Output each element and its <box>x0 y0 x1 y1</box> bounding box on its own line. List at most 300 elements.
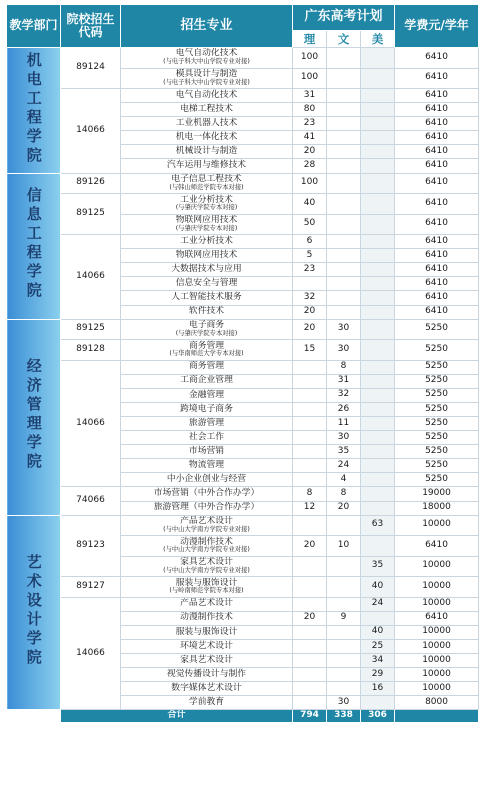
major-name: 数字媒体艺术设计 <box>171 682 242 693</box>
major-cell <box>121 445 293 459</box>
plan-wen <box>327 639 361 653</box>
plan-wen: 8 <box>327 360 361 374</box>
plan-mei <box>361 360 395 374</box>
plan-li <box>293 388 327 402</box>
tuition-fee: 6410 <box>395 291 479 305</box>
plan-wen: 24 <box>327 459 361 473</box>
plan-li <box>293 625 327 639</box>
major-cell <box>121 214 293 235</box>
plan-li: 40 <box>293 194 327 215</box>
tuition-fee: 6410 <box>395 536 479 557</box>
plan-li: 80 <box>293 103 327 117</box>
major-cell <box>121 417 293 431</box>
plan-li: 20 <box>293 536 327 557</box>
major-cell <box>121 131 293 145</box>
plan-wen: 4 <box>327 473 361 487</box>
tuition-fee: 6410 <box>395 159 479 173</box>
tuition-fee: 6410 <box>395 305 479 319</box>
plan-wen: 9 <box>327 611 361 625</box>
tuition-fee: 5250 <box>395 431 479 445</box>
major-name: 物流管理 <box>188 459 225 470</box>
tuition-fee: 5250 <box>395 340 479 361</box>
tuition-fee: 18000 <box>395 501 479 515</box>
major-cell <box>121 48 293 69</box>
major-cell <box>121 597 293 611</box>
plan-mei: 29 <box>361 668 395 682</box>
plan-li <box>293 431 327 445</box>
school-code: 89124 <box>61 48 121 89</box>
major-name: 工商企业管理 <box>180 375 233 386</box>
table-row <box>7 577 479 598</box>
dept-label: 信息工程学院 <box>24 187 43 302</box>
major-cell <box>121 235 293 249</box>
school-code: 89123 <box>61 515 121 577</box>
major-cell <box>121 388 293 402</box>
plan-li <box>293 577 327 598</box>
plan-mei <box>361 319 395 340</box>
plan-mei: 63 <box>361 515 395 536</box>
plan-li <box>293 374 327 388</box>
total-wen: 338 <box>327 710 361 723</box>
table-row <box>7 360 479 374</box>
table-row <box>7 194 479 215</box>
tuition-fee: 6410 <box>395 214 479 235</box>
plan-wen: 11 <box>327 417 361 431</box>
tuition-fee: 8000 <box>395 696 479 710</box>
table-row <box>7 48 479 69</box>
table-row <box>7 487 479 501</box>
plan-li: 32 <box>293 291 327 305</box>
plan-wen <box>327 305 361 319</box>
plan-mei: 16 <box>361 682 395 696</box>
plan-li: 41 <box>293 131 327 145</box>
major-name: 工业机器人技术 <box>175 117 238 128</box>
plan-mei <box>361 445 395 459</box>
table-row <box>7 319 479 340</box>
plan-wen <box>327 556 361 577</box>
plan-wen <box>327 68 361 89</box>
major-cell <box>121 374 293 388</box>
plan-li: 20 <box>293 145 327 159</box>
plan-li: 20 <box>293 305 327 319</box>
school-code: 14066 <box>61 235 121 320</box>
plan-mei <box>361 48 395 69</box>
plan-wen: 35 <box>327 445 361 459</box>
tuition-fee: 19000 <box>395 487 479 501</box>
plan-li <box>293 459 327 473</box>
major-cell <box>121 305 293 319</box>
major-name: 机电一体化技术 <box>175 131 238 142</box>
plan-wen: 20 <box>327 501 361 515</box>
tuition-fee: 10000 <box>395 668 479 682</box>
plan-li: 8 <box>293 487 327 501</box>
plan-wen <box>327 103 361 117</box>
major-cell <box>121 515 293 536</box>
plan-wen <box>327 145 361 159</box>
major-note: (与电子科大中山学院专业对接) <box>163 58 250 66</box>
plan-li: 100 <box>293 48 327 69</box>
tuition-fee: 6410 <box>395 89 479 103</box>
major-name: 电气自动化技术 <box>175 89 238 100</box>
tuition-fee: 6410 <box>395 611 479 625</box>
plan-mei <box>361 459 395 473</box>
tuition-fee: 6410 <box>395 68 479 89</box>
plan-wen <box>327 668 361 682</box>
major-cell <box>121 536 293 557</box>
plan-mei <box>361 214 395 235</box>
major-cell <box>121 654 293 668</box>
table-row <box>7 340 479 361</box>
school-code: 89127 <box>61 577 121 598</box>
major-cell <box>121 68 293 89</box>
plan-wen <box>327 249 361 263</box>
major-cell <box>121 625 293 639</box>
plan-mei: 40 <box>361 625 395 639</box>
major-name: 产品艺术设计 <box>180 598 233 609</box>
plan-wen: 8 <box>327 487 361 501</box>
major-cell <box>121 431 293 445</box>
plan-li <box>293 473 327 487</box>
tuition-fee: 10000 <box>395 639 479 653</box>
major-cell <box>121 159 293 173</box>
major-cell <box>121 173 293 194</box>
major-name: 市场营销 <box>188 445 225 456</box>
major-name: 旅游管理 <box>188 417 225 428</box>
header-plan: 广东高考计划 <box>293 5 395 31</box>
plan-wen <box>327 131 361 145</box>
major-note: (与肇庆学院专本对接) <box>175 329 238 337</box>
plan-li: 23 <box>293 263 327 277</box>
major-cell <box>121 696 293 710</box>
major-note: (与电子科大中山学院专业对接) <box>163 78 250 86</box>
major-name: 跨境电子商务 <box>180 403 233 414</box>
plan-mei <box>361 235 395 249</box>
tuition-fee: 5250 <box>395 459 479 473</box>
tuition-fee: 6410 <box>395 249 479 263</box>
tuition-fee: 10000 <box>395 577 479 598</box>
tuition-fee: 6410 <box>395 103 479 117</box>
plan-mei <box>361 263 395 277</box>
major-cell <box>121 117 293 131</box>
major-cell <box>121 611 293 625</box>
total-mei: 306 <box>361 710 395 723</box>
header-dept: 教学部门 <box>7 5 61 48</box>
major-cell <box>121 682 293 696</box>
tuition-fee: 6410 <box>395 145 479 159</box>
header-major: 招生专业 <box>121 5 293 48</box>
major-name: 工业分析技术 <box>180 235 233 246</box>
tuition-fee: 5250 <box>395 319 479 340</box>
plan-li <box>293 639 327 653</box>
plan-li <box>293 417 327 431</box>
plan-wen <box>327 597 361 611</box>
tuition-fee: 5250 <box>395 402 479 416</box>
plan-wen <box>327 682 361 696</box>
dept-label: 机电工程学院 <box>24 51 43 166</box>
plan-wen <box>327 263 361 277</box>
table-row <box>7 173 479 194</box>
major-cell <box>121 459 293 473</box>
table-row <box>7 597 479 611</box>
school-code: 14066 <box>61 597 121 710</box>
major-name: 家具艺术设计 <box>180 557 233 568</box>
major-note: (与岭南师范学院专本对接) <box>169 587 244 595</box>
plan-wen <box>327 117 361 131</box>
plan-wen <box>327 173 361 194</box>
tuition-fee: 10000 <box>395 625 479 639</box>
tuition-fee: 6410 <box>395 173 479 194</box>
plan-li <box>293 668 327 682</box>
major-cell <box>121 277 293 291</box>
tuition-fee: 10000 <box>395 515 479 536</box>
header-mei: 美 <box>361 31 395 48</box>
plan-mei <box>361 249 395 263</box>
total-spacer <box>7 710 61 723</box>
school-code: 14066 <box>61 360 121 487</box>
major-note: (与韩山师范学院专本对接) <box>169 183 244 191</box>
plan-wen <box>327 654 361 668</box>
major-cell <box>121 487 293 501</box>
dept-label: 艺术设计学院 <box>24 553 43 668</box>
major-name: 金融管理 <box>188 389 225 400</box>
tuition-fee: 5250 <box>395 417 479 431</box>
school-code: 89128 <box>61 340 121 361</box>
plan-li <box>293 556 327 577</box>
major-name: 视觉传播设计与制作 <box>166 668 247 679</box>
major-name: 电气自动化技术 <box>175 48 238 59</box>
tuition-fee: 5250 <box>395 445 479 459</box>
major-note: (与华南师范大学专本对接) <box>169 350 244 358</box>
school-code: 89125 <box>61 319 121 340</box>
major-name: 工业分析技术 <box>180 194 233 205</box>
plan-mei <box>361 611 395 625</box>
plan-li: 100 <box>293 173 327 194</box>
major-name: 大数据技术与应用 <box>171 263 242 274</box>
dept-cell <box>7 48 61 174</box>
plan-li: 12 <box>293 501 327 515</box>
header-wen: 文 <box>327 31 361 48</box>
major-name: 电子信息工程技术 <box>171 174 242 185</box>
tuition-fee: 5250 <box>395 360 479 374</box>
major-cell <box>121 249 293 263</box>
plan-mei <box>361 501 395 515</box>
school-code: 14066 <box>61 89 121 174</box>
plan-mei <box>361 536 395 557</box>
plan-wen: 30 <box>327 319 361 340</box>
total-label: 合计 <box>61 710 293 723</box>
plan-wen: 26 <box>327 402 361 416</box>
major-note: (与肇庆学院专本对接) <box>175 204 238 212</box>
plan-mei <box>361 431 395 445</box>
plan-mei <box>361 277 395 291</box>
major-name: 模具设计与制造 <box>175 68 238 79</box>
tuition-fee: 10000 <box>395 682 479 696</box>
table-row <box>7 515 479 536</box>
plan-wen <box>327 194 361 215</box>
major-name: 商务管理 <box>188 361 225 372</box>
plan-wen: 31 <box>327 374 361 388</box>
plan-mei <box>361 103 395 117</box>
major-cell <box>121 501 293 515</box>
plan-wen <box>327 277 361 291</box>
plan-mei: 25 <box>361 639 395 653</box>
school-code: 74066 <box>61 487 121 515</box>
plan-mei: 34 <box>361 654 395 668</box>
plan-wen: 10 <box>327 536 361 557</box>
dept-cell <box>7 173 61 319</box>
major-name: 人工智能技术服务 <box>171 292 242 303</box>
major-cell <box>121 473 293 487</box>
dept-label: 经济管理学院 <box>24 358 43 473</box>
plan-mei <box>361 340 395 361</box>
admission-plan-table <box>6 4 479 723</box>
plan-li: 6 <box>293 235 327 249</box>
tuition-fee: 10000 <box>395 597 479 611</box>
major-name: 电梯工程技术 <box>180 103 233 114</box>
plan-li: 5 <box>293 249 327 263</box>
plan-wen <box>327 214 361 235</box>
plan-mei <box>361 388 395 402</box>
plan-li <box>293 402 327 416</box>
plan-mei <box>361 194 395 215</box>
major-cell <box>121 89 293 103</box>
plan-li <box>293 654 327 668</box>
table-body <box>7 48 479 710</box>
plan-mei <box>361 68 395 89</box>
tuition-fee: 6410 <box>395 194 479 215</box>
plan-wen <box>327 89 361 103</box>
plan-li: 20 <box>293 611 327 625</box>
major-cell <box>121 577 293 598</box>
plan-mei <box>361 487 395 501</box>
major-note: (与中山大学南方学院专业对接) <box>163 525 250 533</box>
major-note: (与肇庆学院专本对接) <box>175 224 238 232</box>
plan-li: 20 <box>293 319 327 340</box>
major-cell <box>121 639 293 653</box>
major-cell <box>121 319 293 340</box>
plan-li: 23 <box>293 117 327 131</box>
major-cell <box>121 194 293 215</box>
major-cell <box>121 291 293 305</box>
plan-li <box>293 515 327 536</box>
plan-mei <box>361 145 395 159</box>
plan-mei <box>361 89 395 103</box>
major-name: 动漫制作技术 <box>180 536 233 547</box>
tuition-fee: 6410 <box>395 48 479 69</box>
plan-wen: 30 <box>327 696 361 710</box>
plan-li <box>293 277 327 291</box>
major-name: 环境艺术设计 <box>180 640 233 651</box>
major-name: 旅游管理（中外合作办学） <box>153 502 260 513</box>
major-name: 软件技术 <box>188 306 225 317</box>
plan-li <box>293 360 327 374</box>
tuition-fee: 6410 <box>395 131 479 145</box>
plan-li: 100 <box>293 68 327 89</box>
major-name: 物联网应用技术 <box>175 249 238 260</box>
plan-wen <box>327 159 361 173</box>
tuition-fee: 10000 <box>395 556 479 577</box>
major-name: 服装与服饰设计 <box>175 577 238 588</box>
plan-li: 15 <box>293 340 327 361</box>
header-li: 理 <box>293 31 327 48</box>
major-note: (与中山大学南方学院专业对接) <box>163 546 250 554</box>
plan-mei <box>361 696 395 710</box>
major-name: 产品艺术设计 <box>180 516 233 527</box>
major-name: 动漫制作技术 <box>180 612 233 623</box>
tuition-fee: 6410 <box>395 117 479 131</box>
plan-mei: 40 <box>361 577 395 598</box>
plan-mei <box>361 305 395 319</box>
major-cell <box>121 103 293 117</box>
plan-li: 31 <box>293 89 327 103</box>
total-fee <box>395 710 479 723</box>
major-cell <box>121 402 293 416</box>
plan-wen <box>327 48 361 69</box>
plan-mei <box>361 402 395 416</box>
major-name: 机械设计与制造 <box>175 146 238 157</box>
plan-li <box>293 445 327 459</box>
major-cell <box>121 556 293 577</box>
school-code: 89126 <box>61 173 121 194</box>
plan-mei <box>361 291 395 305</box>
table-row <box>7 235 479 249</box>
plan-wen: 32 <box>327 388 361 402</box>
plan-wen <box>327 291 361 305</box>
plan-li: 28 <box>293 159 327 173</box>
major-name: 商务管理 <box>188 340 225 351</box>
plan-wen <box>327 577 361 598</box>
tuition-fee: 10000 <box>395 654 479 668</box>
major-cell <box>121 360 293 374</box>
tuition-fee: 6410 <box>395 263 479 277</box>
plan-li <box>293 682 327 696</box>
school-code: 89125 <box>61 194 121 235</box>
dept-cell <box>7 319 61 515</box>
tuition-fee: 6410 <box>395 277 479 291</box>
plan-mei <box>361 117 395 131</box>
total-li: 794 <box>293 710 327 723</box>
tuition-fee: 6410 <box>395 235 479 249</box>
major-cell <box>121 668 293 682</box>
major-name: 服装与服饰设计 <box>175 626 238 637</box>
major-name: 家具艺术设计 <box>180 654 233 665</box>
major-name: 市场营销（中外合作办学） <box>153 488 260 499</box>
plan-wen: 30 <box>327 431 361 445</box>
major-name: 学前教育 <box>188 697 225 708</box>
plan-li <box>293 696 327 710</box>
major-name: 电子商务 <box>188 320 225 331</box>
tuition-fee: 5250 <box>395 473 479 487</box>
major-cell <box>121 340 293 361</box>
plan-mei <box>361 173 395 194</box>
plan-wen <box>327 625 361 639</box>
plan-mei <box>361 159 395 173</box>
plan-wen <box>327 235 361 249</box>
plan-mei <box>361 473 395 487</box>
major-name: 中小企业创业与经营 <box>166 474 247 485</box>
plan-mei <box>361 374 395 388</box>
plan-li: 50 <box>293 214 327 235</box>
tuition-fee: 5250 <box>395 374 479 388</box>
major-cell <box>121 263 293 277</box>
header-code: 院校招生代码 <box>61 5 121 48</box>
plan-wen: 30 <box>327 340 361 361</box>
plan-mei: 35 <box>361 556 395 577</box>
plan-mei: 24 <box>361 597 395 611</box>
major-name: 物联网应用技术 <box>175 215 238 226</box>
major-name: 汽车运用与维修技术 <box>166 160 247 171</box>
major-name: 信息安全与管理 <box>175 278 238 289</box>
